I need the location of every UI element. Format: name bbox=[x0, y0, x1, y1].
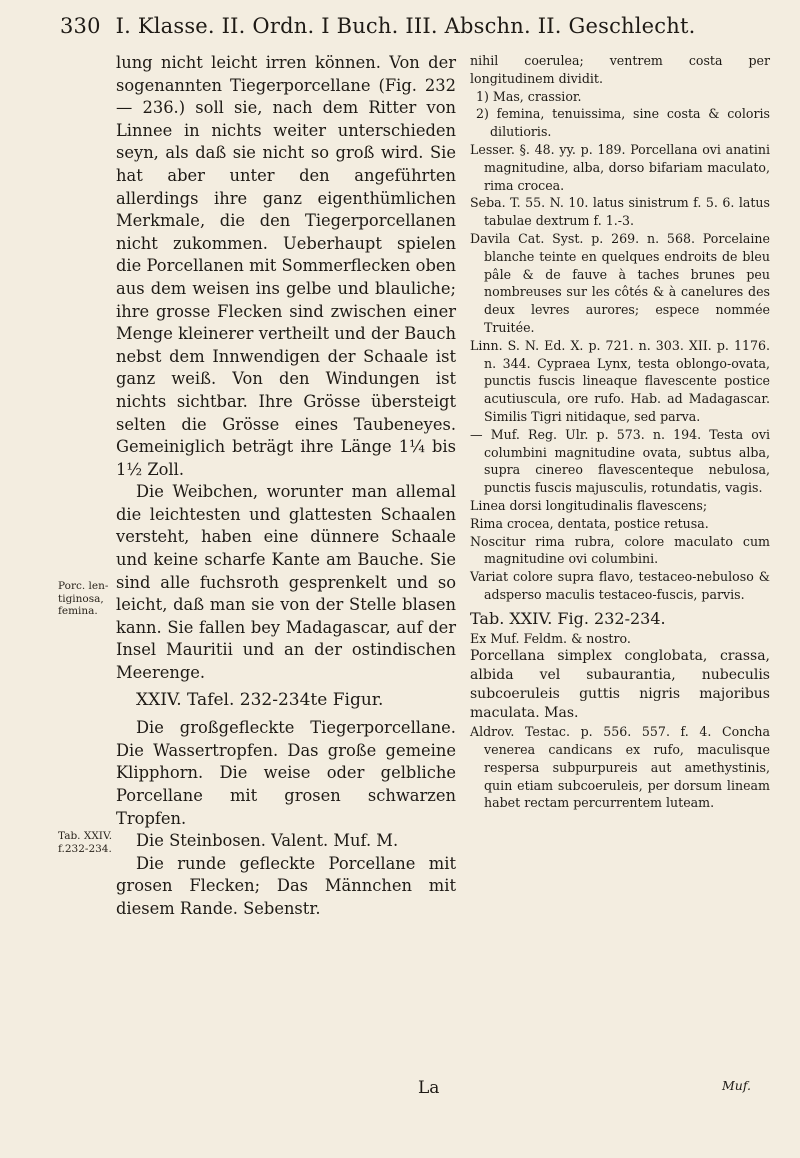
paragraph-steinbosen: Die Steinbosen. Valent. Muf. M. bbox=[136, 831, 399, 851]
catchword-right: Muf. bbox=[722, 1078, 752, 1093]
entry-source: Ex Muf. Feldm. & nostro. bbox=[470, 630, 631, 646]
entry-lesser: Lesser. §. 48. yy. p. 189. Porcellana ovi anatini magnitudine, alba, dorso bifariam maculato, rima crocea. bbox=[470, 141, 770, 193]
entry-femina: 2) femina, tenuissima, sine costa & coloris dilutioris. bbox=[476, 106, 770, 140]
entry-aldrovandi: Aldrov. Testac. p. 556. 557. f. 4. Concha venerea candicans ex rufo, maculisque respersa subpurpureis aut amethystinis, quin etiam subcoeruleis, per dorsum lineam habet rectam percurrentem luteam. bbox=[470, 724, 770, 811]
entry-mas: 1) Mas, crassior. bbox=[476, 88, 582, 104]
plate-heading: XXIV. Tafel. 232-234te Figur. bbox=[136, 689, 384, 710]
paragraph-females: Die Weibchen, worunter man allemal die leichtesten und glattesten Schaalen versteht, haben eine dünnere Schaale und keine scharfe Kante am Bauche. Sie sind alle fuchsroth gesprenkelt und so leicht, daß man sie von der Stelle blasen kann. Sie fallen bey Madagascar, auf der Insel Mauritii und an der ostindischen Meerenge. bbox=[116, 482, 456, 683]
german-column bbox=[116, 52, 456, 921]
entry-linea: Linea dorsi longitudinalis flavescens; bbox=[470, 497, 708, 513]
latin-plate-heading: Tab. XXIV. Fig. 232-234. bbox=[470, 608, 666, 628]
entry-linnaeus: Linn. S. N. Ed. X. p. 721. n. 303. XII. p. 1176. n. 344. Cypraea Lynx, testa oblongo-ovata, punctis fuscis lineaque flavescente postice acutiuscula, ore rufo. Hab. ad Madagascar. Similis Tigri nitidaque, sed parva. bbox=[470, 337, 770, 424]
margin-note-species: Porc. len-tiginosa, femina. bbox=[58, 580, 109, 617]
catchword-left: La bbox=[418, 1078, 440, 1098]
entry-museum: — Muf. Reg. Ulr. p. 573. n. 194. Testa ovi columbini magnitudine ovata, subtus alba, supra cinereo flavescenteque nebulosa, punctis fuscis majusculis, rotundatis, vagis. bbox=[470, 426, 770, 496]
page-header bbox=[60, 6, 760, 46]
entry-seba: Seba. T. 55. N. 10. latus sinistrum f. 5. 6. latus tabulae dextrum f. 1.-3. bbox=[470, 195, 770, 229]
latin-column bbox=[470, 52, 770, 812]
paragraph-description: lung nicht leicht irren können. Von der sogenannten Tiegerporcellane (Fig. 232 — 236.) soll sie, nach dem Ritter von Linnee in nichts weiter unterschieden seyn, als daß sie nicht so groß wird. Sie hat aber unter den angeführten allerdings ihre ganz eigenthümlichen Merkmale, die den Tiegerporcellanen nicht zukommen. Ueberhaupt spielen die Porcellanen mit Sommerflecken oben aus dem weisen ins gelbe und blauliche; ihre grosse Flecken sind zwischen einer Menge kleinerer vertheilt und der Bauch nebst dem Innwendigen der Schaale ist ganz weiß. Von den Windungen ist nichts sichtbar. Ihre Grösse übersteigt selten die Grösse eines Taubeneyes. Gemeiniglich beträgt ihre Länge 1¼ bis 1½ Zoll. bbox=[116, 53, 456, 479]
entry-porcellana: Porcellana simplex conglobata, crassa, albida vel subaurantia, nubeculis subcoeruleis guttis nigris majoribus maculata. Mas. bbox=[470, 648, 770, 722]
page-number: 330 bbox=[60, 14, 101, 38]
margin-note-plate: Tab. XXIV. f.232-234. bbox=[58, 830, 113, 855]
paragraph-round-spotted: Die runde gefleckte Porcellane mit grosen Flecken; Das Männchen mit diesem Rande. Sebenstr. bbox=[116, 853, 456, 918]
entry-variat: Variat colore supra flavo, testaceo-nebuloso & adsperso maculis testaceo-fuscis, parvis. bbox=[470, 569, 770, 602]
entry-rima: Rima crocea, dentata, postice retusa. bbox=[470, 515, 709, 531]
entry-intro: nihil coerulea; ventrem costa per longitudinem dividit. bbox=[470, 53, 770, 86]
paragraph-common-names: Die großgefleckte Tiegerporcellane. Die Wassertropfen. Das große gemeine Klipphorn. Die weise oder gelbliche Porcellane mit grosen schwarzen Tropfen. bbox=[116, 718, 456, 828]
entry-davila: Davila Cat. Syst. p. 269. n. 568. Porcelaine blanche teinte en quelques endroits de bleu pâle & de fauve à taches brunes peu nombreuses sur les côtés & à canelures des deux levres aurores; espece nommée Truitée. bbox=[470, 230, 770, 335]
running-title: I. Klasse. II. Ordn. I Buch. III. Abschn. II. Geschlecht. bbox=[115, 14, 696, 38]
entry-noscitur: Noscitur rima rubra, colore maculato cum magnitudine ovi columbini. bbox=[470, 533, 770, 567]
